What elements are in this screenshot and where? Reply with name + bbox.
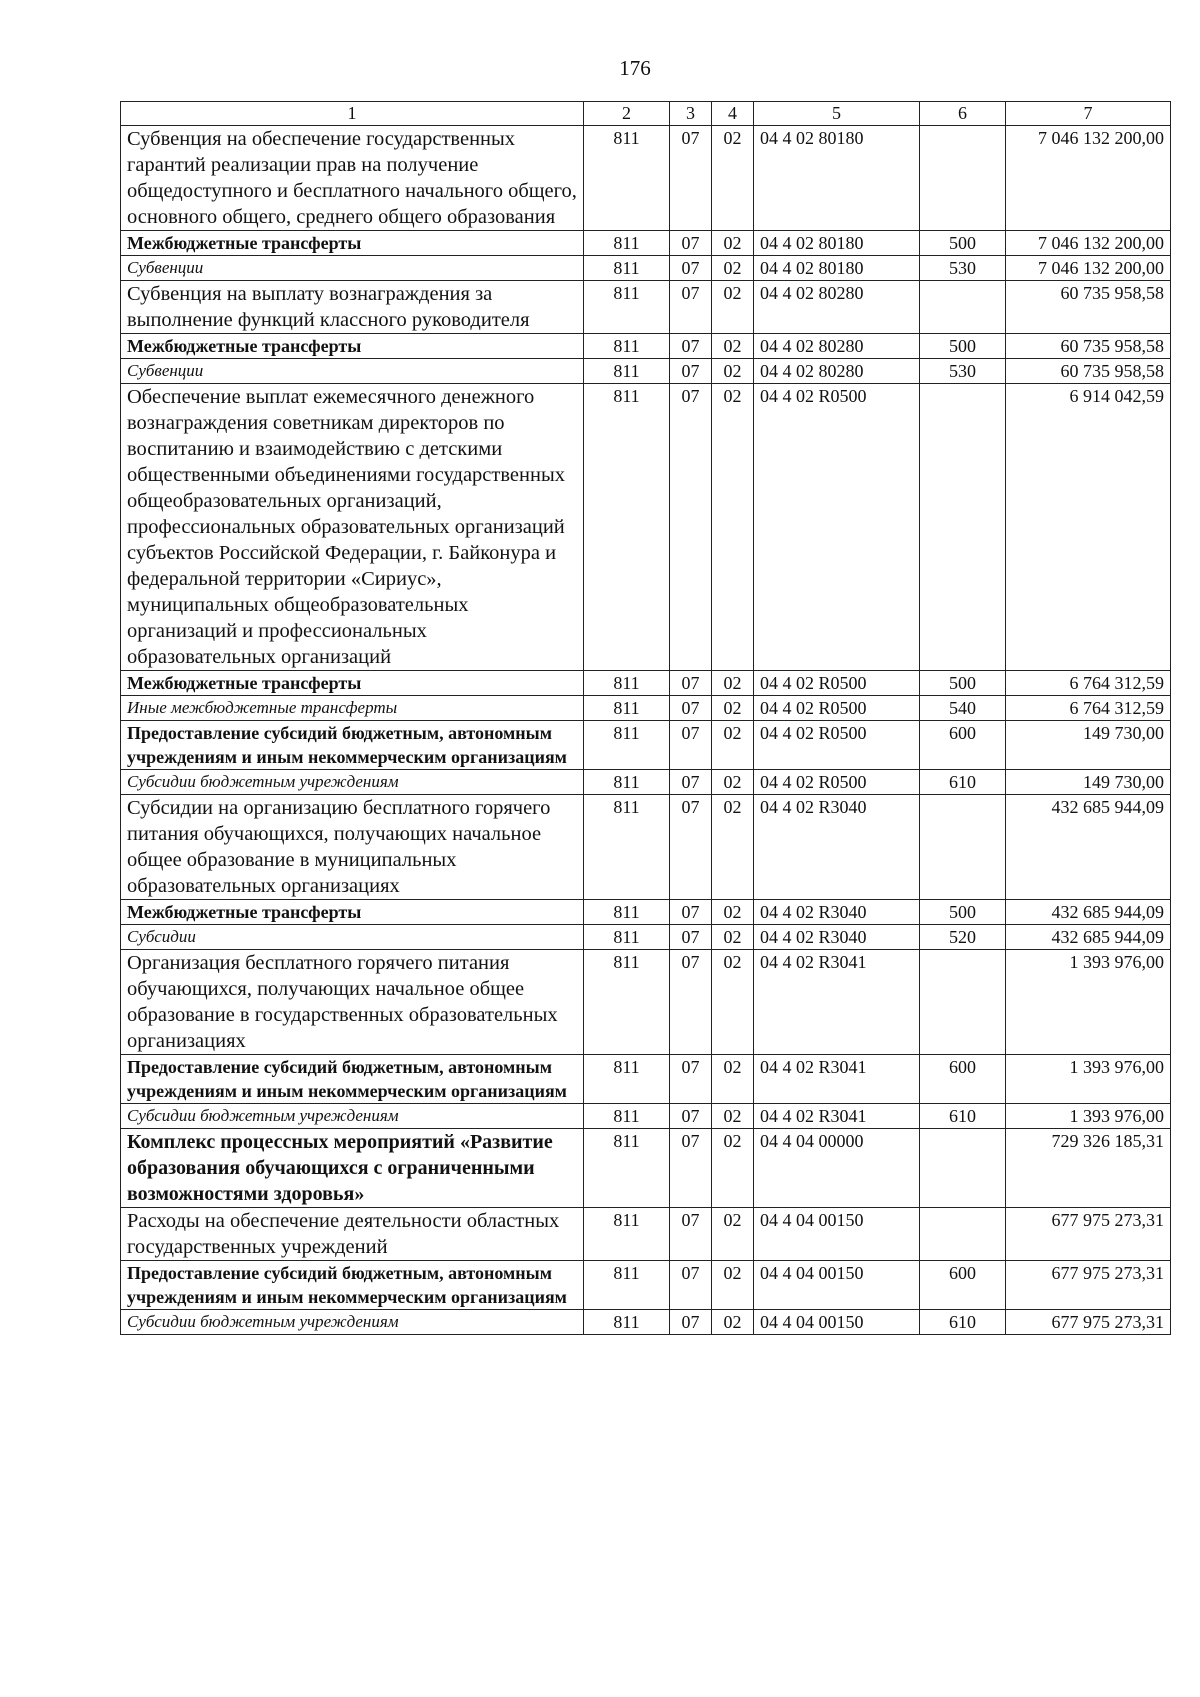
table-row [121,1055,1171,1104]
ministry-code-cell: 811 [584,696,670,721]
amount-cell: 432 685 944,09 [1006,900,1171,925]
subsection-cell: 02 [712,1129,754,1208]
table-row [121,1261,1171,1310]
expense-type-cell: 610 [920,1310,1006,1335]
ministry-code-cell: 811 [584,900,670,925]
expense-type-cell [920,384,1006,671]
subsection-cell: 02 [712,359,754,384]
subsection-cell: 02 [712,126,754,231]
target-article-cell: 04 4 04 00000 [754,1129,920,1208]
amount-cell: 60 735 958,58 [1006,359,1171,384]
target-article-cell: 04 4 02 R0500 [754,770,920,795]
item-name-cell: Межбюджетные трансферты [121,231,584,256]
item-name-cell: Субвенции [121,359,584,384]
section-cell: 07 [670,925,712,950]
section-cell: 07 [670,334,712,359]
section-cell: 07 [670,671,712,696]
table-row [121,950,1171,1055]
item-name-cell: Комплекс процессных мероприятий «Развитие образования обучающихся с ограниченными возможностями здоровья» [121,1129,584,1208]
target-article-cell: 04 4 02 80280 [754,281,920,334]
ministry-code-cell: 811 [584,721,670,770]
amount-cell: 149 730,00 [1006,721,1171,770]
header-cell: 2 [584,102,670,126]
budget-table [120,101,1171,1335]
header-cell: 5 [754,102,920,126]
subsection-cell: 02 [712,1055,754,1104]
expense-type-cell: 610 [920,1104,1006,1129]
amount-cell: 7 046 132 200,00 [1006,126,1171,231]
ministry-code-cell: 811 [584,1261,670,1310]
item-name-cell: Предоставление субсидий бюджетным, автономным учреждениям и иным некоммерческим организациям [121,1261,584,1310]
amount-cell: 729 326 185,31 [1006,1129,1171,1208]
amount-cell: 432 685 944,09 [1006,795,1171,900]
item-name-cell: Субсидии [121,925,584,950]
amount-cell: 1 393 976,00 [1006,1104,1171,1129]
table-row [121,925,1171,950]
target-article-cell: 04 4 04 00150 [754,1310,920,1335]
section-cell: 07 [670,1208,712,1261]
item-name-cell: Субсидии бюджетным учреждениям [121,770,584,795]
ministry-code-cell: 811 [584,1104,670,1129]
table-row [121,334,1171,359]
section-cell: 07 [670,721,712,770]
item-name-cell: Субсидии бюджетным учреждениям [121,1104,584,1129]
section-cell: 07 [670,696,712,721]
expense-type-cell: 530 [920,256,1006,281]
target-article-cell: 04 4 04 00150 [754,1208,920,1261]
table-row [121,1208,1171,1261]
ministry-code-cell: 811 [584,795,670,900]
ministry-code-cell: 811 [584,1129,670,1208]
target-article-cell: 04 4 02 R3041 [754,950,920,1055]
amount-cell: 677 975 273,31 [1006,1261,1171,1310]
ministry-code-cell: 811 [584,281,670,334]
subsection-cell: 02 [712,1261,754,1310]
expense-type-cell: 500 [920,334,1006,359]
subsection-cell: 02 [712,696,754,721]
table-row [121,900,1171,925]
header-row [121,102,1171,126]
amount-cell: 6 764 312,59 [1006,696,1171,721]
item-name-cell: Обеспечение выплат ежемесячного денежного вознаграждения советникам директоров по воспитанию и взаимодействию с детскими общественными объединениями государственных общеобразовательных организаций, профессиональных образовательных организаций субъектов Российской Федерации, г. Байконура и федеральной территории «Сириус», муниципальных общеобразовательных организаций и профессиональных образовательных организаций [121,384,584,671]
expense-type-cell: 530 [920,359,1006,384]
amount-cell: 60 735 958,58 [1006,281,1171,334]
expense-type-cell [920,281,1006,334]
table-row [121,721,1171,770]
amount-cell: 432 685 944,09 [1006,925,1171,950]
subsection-cell: 02 [712,925,754,950]
subsection-cell: 02 [712,256,754,281]
section-cell: 07 [670,384,712,671]
subsection-cell: 02 [712,1310,754,1335]
ministry-code-cell: 811 [584,1208,670,1261]
expense-type-cell [920,1129,1006,1208]
section-cell: 07 [670,359,712,384]
ministry-code-cell: 811 [584,359,670,384]
target-article-cell: 04 4 02 80280 [754,359,920,384]
amount-cell: 7 046 132 200,00 [1006,231,1171,256]
expense-type-cell [920,126,1006,231]
header-cell: 1 [121,102,584,126]
ministry-code-cell: 811 [584,126,670,231]
expense-type-cell: 600 [920,1261,1006,1310]
ministry-code-cell: 811 [584,334,670,359]
amount-cell: 60 735 958,58 [1006,334,1171,359]
subsection-cell: 02 [712,950,754,1055]
target-article-cell: 04 4 02 R0500 [754,696,920,721]
expense-type-cell: 610 [920,770,1006,795]
table-row [121,770,1171,795]
item-name-cell: Субвенция на обеспечение государственных гарантий реализации прав на получение общедоступного и бесплатного начального общего, основного общего, среднего общего образования [121,126,584,231]
header-cell: 3 [670,102,712,126]
subsection-cell: 02 [712,795,754,900]
target-article-cell: 04 4 02 R3041 [754,1104,920,1129]
expense-type-cell: 600 [920,1055,1006,1104]
section-cell: 07 [670,1104,712,1129]
target-article-cell: 04 4 02 R0500 [754,384,920,671]
item-name-cell: Межбюджетные трансферты [121,671,584,696]
item-name-cell: Предоставление субсидий бюджетным, автономным учреждениям и иным некоммерческим организациям [121,721,584,770]
expense-type-cell: 520 [920,925,1006,950]
header-cell: 4 [712,102,754,126]
section-cell: 07 [670,795,712,900]
target-article-cell: 04 4 02 R3040 [754,925,920,950]
subsection-cell: 02 [712,671,754,696]
section-cell: 07 [670,126,712,231]
table-row [121,1104,1171,1129]
table-row [121,126,1171,231]
ministry-code-cell: 811 [584,925,670,950]
target-article-cell: 04 4 02 80180 [754,256,920,281]
ministry-code-cell: 811 [584,1310,670,1335]
item-name-cell: Субвенции [121,256,584,281]
subsection-cell: 02 [712,1208,754,1261]
item-name-cell: Иные межбюджетные трансферты [121,696,584,721]
expense-type-cell [920,950,1006,1055]
expense-type-cell: 540 [920,696,1006,721]
subsection-cell: 02 [712,721,754,770]
amount-cell: 1 393 976,00 [1006,1055,1171,1104]
table-row [121,1310,1171,1335]
target-article-cell: 04 4 04 00150 [754,1261,920,1310]
subsection-cell: 02 [712,1104,754,1129]
subsection-cell: 02 [712,334,754,359]
item-name-cell: Субсидии бюджетным учреждениям [121,1310,584,1335]
table-row [121,231,1171,256]
amount-cell: 677 975 273,31 [1006,1310,1171,1335]
amount-cell: 677 975 273,31 [1006,1208,1171,1261]
target-article-cell: 04 4 02 80180 [754,126,920,231]
table-row [121,696,1171,721]
header-cell: 6 [920,102,1006,126]
item-name-cell: Межбюджетные трансферты [121,334,584,359]
table-row [121,359,1171,384]
subsection-cell: 02 [712,231,754,256]
amount-cell: 6 764 312,59 [1006,671,1171,696]
ministry-code-cell: 811 [584,384,670,671]
expense-type-cell: 500 [920,231,1006,256]
subsection-cell: 02 [712,770,754,795]
item-name-cell: Межбюджетные трансферты [121,900,584,925]
item-name-cell: Расходы на обеспечение деятельности областных государственных учреждений [121,1208,584,1261]
header-cell: 7 [1006,102,1171,126]
target-article-cell: 04 4 02 R0500 [754,721,920,770]
page-number: 176 [619,56,651,80]
target-article-cell: 04 4 02 R3040 [754,900,920,925]
section-cell: 07 [670,1310,712,1335]
section-cell: 07 [670,1261,712,1310]
target-article-cell: 04 4 02 80180 [754,231,920,256]
ministry-code-cell: 811 [584,770,670,795]
ministry-code-cell: 811 [584,950,670,1055]
table-row [121,795,1171,900]
ministry-code-cell: 811 [584,671,670,696]
amount-cell: 149 730,00 [1006,770,1171,795]
target-article-cell: 04 4 02 R0500 [754,671,920,696]
item-name-cell: Субвенция на выплату вознаграждения за выполнение функций классного руководителя [121,281,584,334]
expense-type-cell: 500 [920,900,1006,925]
ministry-code-cell: 811 [584,1055,670,1104]
amount-cell: 1 393 976,00 [1006,950,1171,1055]
target-article-cell: 04 4 02 R3040 [754,795,920,900]
target-article-cell: 04 4 02 80280 [754,334,920,359]
section-cell: 07 [670,770,712,795]
section-cell: 07 [670,1055,712,1104]
section-cell: 07 [670,900,712,925]
amount-cell: 7 046 132 200,00 [1006,256,1171,281]
section-cell: 07 [670,256,712,281]
section-cell: 07 [670,281,712,334]
expense-type-cell: 600 [920,721,1006,770]
ministry-code-cell: 811 [584,231,670,256]
table-row [121,384,1171,671]
amount-cell: 6 914 042,59 [1006,384,1171,671]
item-name-cell: Предоставление субсидий бюджетным, автономным учреждениям и иным некоммерческим организациям [121,1055,584,1104]
subsection-cell: 02 [712,900,754,925]
table-row [121,281,1171,334]
target-article-cell: 04 4 02 R3041 [754,1055,920,1104]
section-cell: 07 [670,950,712,1055]
table-row [121,256,1171,281]
subsection-cell: 02 [712,384,754,671]
section-cell: 07 [670,231,712,256]
table-row [121,1129,1171,1208]
expense-type-cell: 500 [920,671,1006,696]
ministry-code-cell: 811 [584,256,670,281]
section-cell: 07 [670,1129,712,1208]
table-row [121,671,1171,696]
item-name-cell: Субсидии на организацию бесплатного горячего питания обучающихся, получающих начальное общее образование в муниципальных образовательных организациях [121,795,584,900]
expense-type-cell [920,1208,1006,1261]
subsection-cell: 02 [712,281,754,334]
item-name-cell: Организация бесплатного горячего питания обучающихся, получающих начальное общее образование в государственных образовательных организациях [121,950,584,1055]
expense-type-cell [920,795,1006,900]
